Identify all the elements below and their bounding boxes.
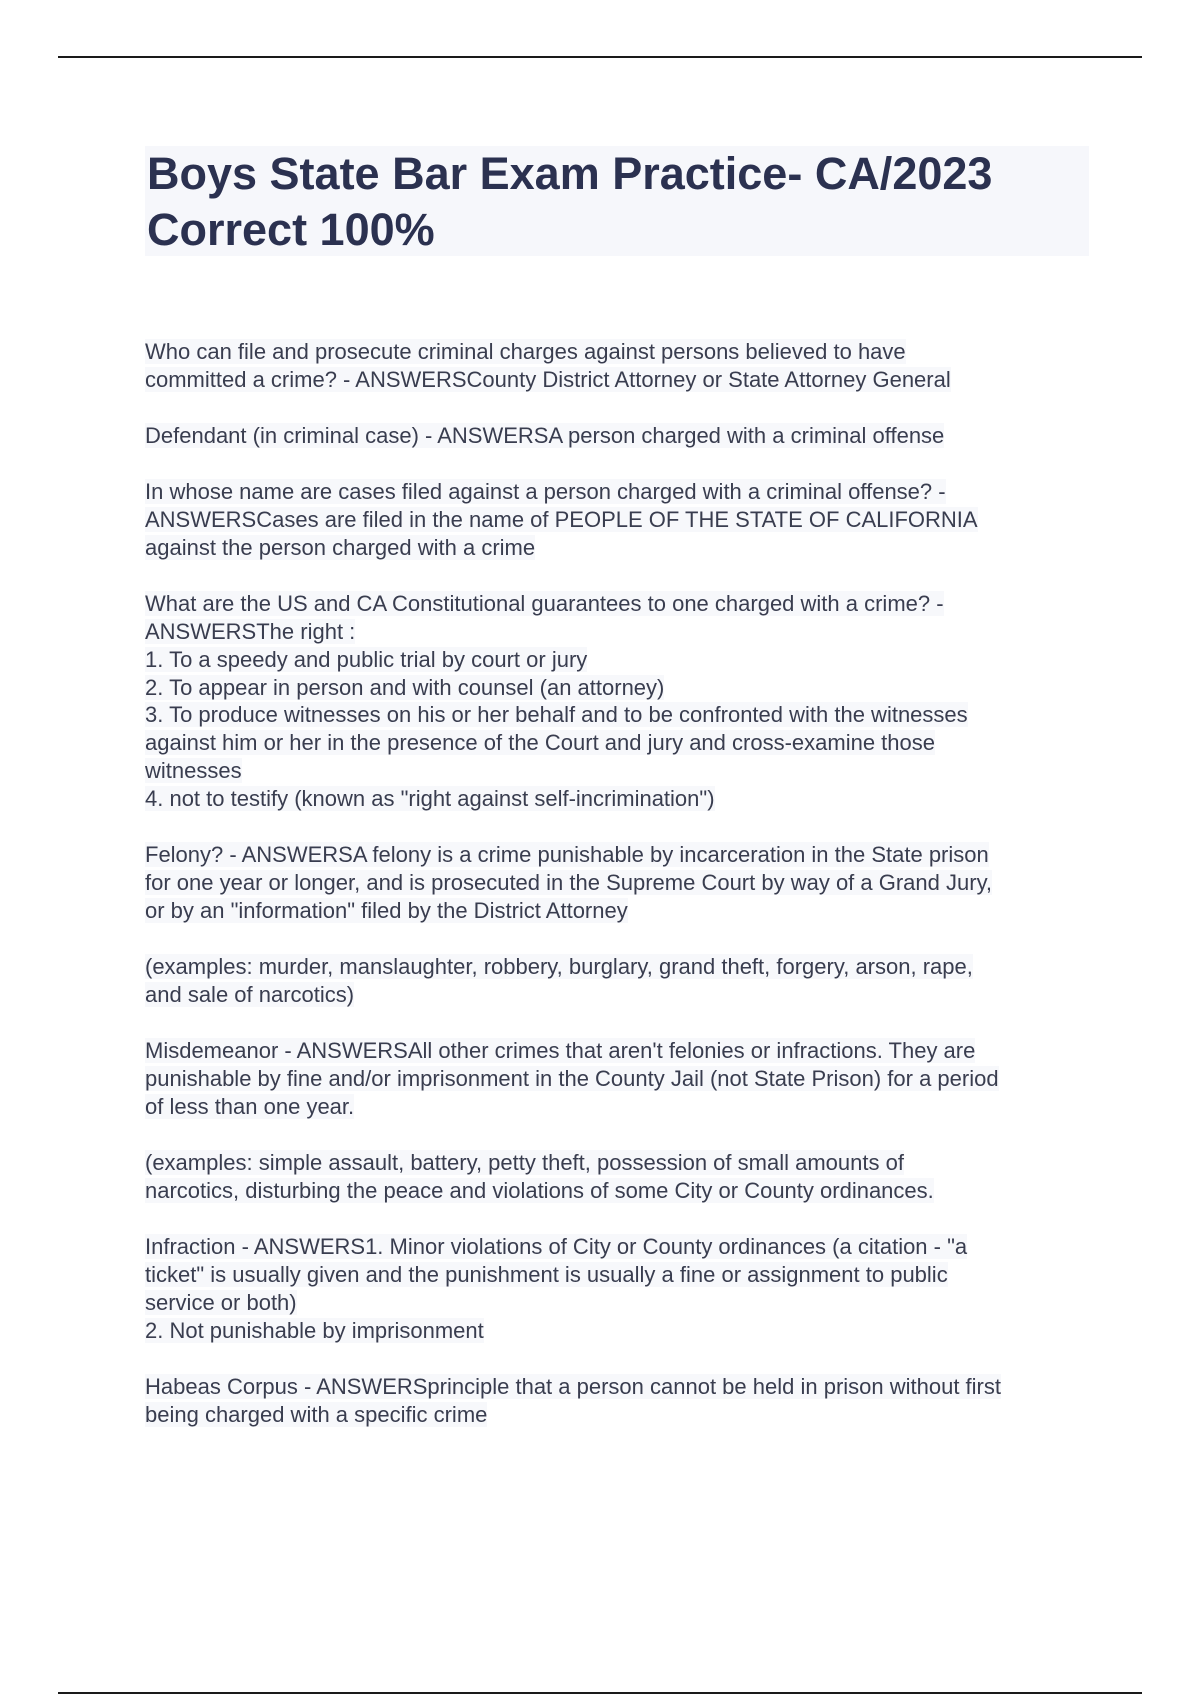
entry-line-text: committed a crime? - ANSWERSCounty District Attorney or State Attorney General bbox=[145, 366, 951, 392]
entry-line-text: Misdemeanor - ANSWERSAll other crimes that aren't felonies or infractions. They are bbox=[145, 1038, 976, 1064]
entry-line-text: service or both) bbox=[145, 1289, 297, 1315]
entry-line bbox=[145, 1065, 1090, 1093]
entry-line-text: In whose name are cases filed against a person charged with a criminal offense? - bbox=[145, 479, 946, 505]
entry-line-text: (examples: simple assault, battery, petty theft, possession of small amounts of bbox=[145, 1150, 904, 1176]
qa-entry bbox=[145, 478, 1090, 561]
entry-line bbox=[145, 478, 1090, 506]
qa-entry bbox=[145, 841, 1090, 924]
entry-line-text: being charged with a specific crime bbox=[145, 1401, 488, 1427]
entry-line-text: What are the US and CA Constitutional guarantees to one charged with a crime? - bbox=[145, 591, 944, 617]
entry-line-text: and sale of narcotics) bbox=[145, 981, 355, 1007]
entry-line bbox=[145, 757, 1090, 785]
qa-entry bbox=[145, 1233, 1090, 1344]
entry-line-text: witnesses bbox=[145, 758, 242, 784]
entry-line-text: Felony? - ANSWERSA felony is a crime punishable by incarceration in the State prison bbox=[145, 842, 989, 868]
qa-entry bbox=[145, 422, 1090, 450]
page-bottom-rule bbox=[58, 1692, 1142, 1694]
entry-line bbox=[145, 701, 1090, 729]
entry-line bbox=[145, 1149, 1090, 1177]
entry-line-text: or by an "information" filed by the District Attorney bbox=[145, 897, 628, 923]
entry-line bbox=[145, 590, 1090, 618]
entry-line bbox=[145, 1037, 1090, 1065]
entry-line-text: 1. To a speedy and public trial by court or jury bbox=[145, 646, 588, 672]
entry-line bbox=[145, 534, 1090, 562]
entry-line bbox=[145, 646, 1090, 674]
page-title bbox=[145, 146, 1089, 258]
entry-line bbox=[145, 1093, 1090, 1121]
entry-line-text: 2. To appear in person and with counsel (an attorney) bbox=[145, 674, 665, 700]
entry-line-text: 3. To produce witnesses on his or her behalf and to be confronted with the witnesses bbox=[145, 702, 968, 728]
entry-line bbox=[145, 1373, 1090, 1401]
entry-line bbox=[145, 729, 1090, 757]
title-block bbox=[145, 146, 1089, 256]
entry-line bbox=[145, 1177, 1090, 1205]
entry-line bbox=[145, 618, 1090, 646]
qa-entry bbox=[145, 1037, 1090, 1120]
entry-line bbox=[145, 338, 1090, 366]
page-top-rule bbox=[58, 56, 1142, 58]
entry-line-text: Infraction - ANSWERS1. Minor violations of City or County ordinances (a citation - "a bbox=[145, 1234, 968, 1260]
entry-line bbox=[145, 674, 1090, 702]
entry-line bbox=[145, 1261, 1090, 1289]
qa-entry bbox=[145, 953, 1090, 1009]
qa-entry bbox=[145, 1373, 1090, 1429]
entry-line bbox=[145, 422, 1090, 450]
entry-line-text: Defendant (in criminal case) - ANSWERSA person charged with a criminal offense bbox=[145, 423, 945, 449]
entry-line bbox=[145, 841, 1090, 869]
entry-line bbox=[145, 785, 1090, 813]
title-line: Correct 100% bbox=[147, 204, 435, 255]
entry-line bbox=[145, 366, 1090, 394]
entry-line-text: 4. not to testify (known as "right against self-incrimination") bbox=[145, 785, 715, 811]
qa-list bbox=[145, 338, 1090, 1428]
entry-line bbox=[145, 897, 1090, 925]
entry-line-text: against him or her in the presence of the Court and jury and cross-examine those bbox=[145, 730, 935, 756]
entry-line-text: ticket" is usually given and the punishment is usually a fine or assignment to public bbox=[145, 1261, 948, 1287]
entry-line bbox=[145, 981, 1090, 1009]
title-line: Boys State Bar Exam Practice- CA/2023 bbox=[147, 148, 993, 199]
qa-entry bbox=[145, 338, 1090, 394]
qa-entry bbox=[145, 1149, 1090, 1205]
entry-line-text: Who can file and prosecute criminal charges against persons believed to have bbox=[145, 339, 906, 364]
entry-line-text: (examples: murder, manslaughter, robbery, burglary, grand theft, forgery, arson, rape, bbox=[145, 954, 973, 980]
entry-line bbox=[145, 506, 1090, 534]
entry-line-text: ANSWERSCases are filed in the name of PEOPLE OF THE STATE OF CALIFORNIA bbox=[145, 507, 978, 533]
entry-line-text: punishable by fine and/or imprisonment in the County Jail (not State Prison) for a period bbox=[145, 1065, 999, 1091]
qa-entry bbox=[145, 590, 1090, 812]
entry-line bbox=[145, 869, 1090, 897]
document-body bbox=[145, 338, 1090, 1457]
entry-line-text: Habeas Corpus - ANSWERSprinciple that a person cannot be held in prison without first bbox=[145, 1373, 1001, 1399]
entry-line-text: 2. Not punishable by imprisonment bbox=[145, 1317, 484, 1343]
entry-line bbox=[145, 953, 1090, 981]
entry-line bbox=[145, 1289, 1090, 1317]
entry-line-text: for one year or longer, and is prosecuted in the Supreme Court by way of a Grand Jury, bbox=[145, 869, 993, 895]
entry-line bbox=[145, 1401, 1090, 1429]
entry-line-text: ANSWERSThe right : bbox=[145, 619, 356, 645]
entry-line-text: against the person charged with a crime bbox=[145, 534, 536, 560]
entry-line-text: of less than one year. bbox=[145, 1093, 355, 1119]
entry-line bbox=[145, 1317, 1090, 1345]
entry-line-text: narcotics, disturbing the peace and violations of some City or County ordinances. bbox=[145, 1177, 934, 1203]
entry-line bbox=[145, 1233, 1090, 1261]
